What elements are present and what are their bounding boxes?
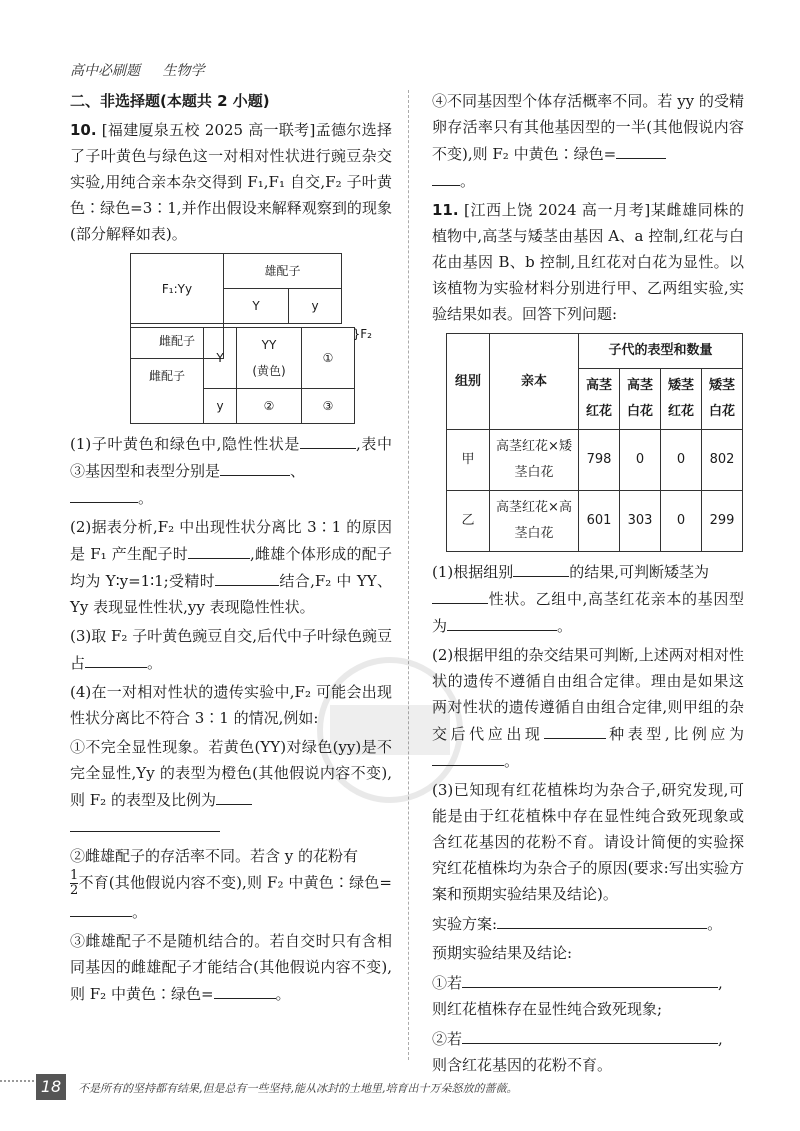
footer-motto: 不是所有的坚持都有结果,但是总有一些坚持,能从冰封的土地里,培育出十万朵怒放的蔷薇。 — [78, 1082, 518, 1095]
blank[interactable] — [497, 910, 707, 929]
punnett-male-header: 雄配子 — [224, 254, 342, 289]
right-column — [432, 88, 744, 1081]
punnett-row-Y: Y — [204, 328, 237, 389]
blank[interactable] — [300, 430, 356, 449]
subject-title: 生物学 — [162, 63, 205, 79]
th-col: 高茎白花 — [620, 369, 661, 430]
q11-source: [江西上饶 2024 高一月考] — [463, 201, 651, 219]
q10-part2: (2)据表分析,F₂ 中出现性状分离比 3∶1 的原因是 F₁ 产生配子时 ,雌雄个体形成的配子均为 Y∶y=1∶1;受精时 结合,F₂ 中 YY、Yy 表现显性性状,yy 表现隐性性状。 — [70, 518, 392, 616]
blank[interactable] — [215, 567, 279, 586]
blank[interactable] — [513, 558, 569, 577]
th-offspring: 子代的表型和数量 — [579, 334, 743, 369]
page-footer — [0, 1070, 800, 1110]
punnett-col-y: y — [289, 289, 342, 324]
q10-sub3: ③雌雄配子不是随机结合的。若自交时只有含相同基因的雌雄配子才能结合(其他假说内容不变),则 F₂ 中黄色∶绿色= 。 — [70, 932, 392, 1003]
blank[interactable] — [432, 167, 460, 186]
q11-part3: (3)已知现有红花植株均为杂合子,研究发现,可能是由于红花植株中存在显性纯合致死现象或含红花基因的花粉不育。请设计简便的实验探究红花植株均为杂合子的原因(要求:写出实验方案和预期实验结果及结论)。 — [432, 781, 744, 903]
th-col: 矮茎红花 — [661, 369, 702, 430]
data-table — [446, 333, 743, 552]
q11-result1: ①若 , 则红花植株存在显性纯合致死现象; — [432, 969, 744, 1022]
blank[interactable] — [70, 898, 132, 917]
f2-label: }F₂ — [352, 327, 372, 341]
blank[interactable] — [432, 585, 488, 604]
q11-intro-text: 某雌雄同株的植物中,高茎与矮茎由基因 A、a 控制,红花与白花由基因 B、b 控制,且红花对白花为显性。以该植物为实验材料分别进行甲、乙两组实验,实验结果如表。回答下列问题: — [432, 201, 744, 323]
q11-part1: (1)根据组别 的结果,可判断矮茎为 性状。乙组中,高茎红花亲本的基因型为 。 — [432, 558, 744, 639]
th-parent: 亲本 — [490, 334, 579, 430]
q11-plan: 实验方案: 。 — [432, 910, 744, 937]
blank[interactable] — [214, 980, 276, 999]
blank[interactable] — [616, 140, 666, 159]
th-col: 高茎红花 — [579, 369, 620, 430]
punnett-cell-2: ② — [237, 389, 302, 424]
q11-expect: 预期实验结果及结论: — [432, 944, 573, 962]
punnett-cell-1: ① — [302, 328, 355, 389]
punnett-corner: F₁:Yy — [131, 254, 224, 324]
blank[interactable] — [220, 457, 290, 476]
punnett-cell-3: ③ — [302, 389, 355, 424]
q10-intro — [70, 117, 392, 247]
page-number: 18 — [36, 1074, 66, 1100]
table-row: 乙 高茎红花×高茎白花 601 303 0 299 — [447, 491, 743, 552]
q10-sub4: ④不同基因型个体存活概率不同。若 yy 的受精卵存活率只有其他基因型的一半(其他假说内容不变),则 F₂ 中黄色∶绿色= 。 — [432, 92, 744, 190]
q10-number: 10. — [70, 121, 97, 139]
q10-part3: (3)取 F₂ 子叶黄色豌豆自交,后代中子叶绿色豌豆占 。 — [70, 627, 392, 672]
blank[interactable] — [447, 612, 557, 631]
q11-number: 11. — [432, 201, 459, 219]
section-title: 二、非选择题(本题共 2 小题) — [70, 92, 270, 110]
th-group: 组别 — [447, 334, 490, 430]
punnett-row-y: y — [204, 389, 237, 424]
punnett-table-wrap — [70, 253, 392, 424]
table-row: 甲 高茎红花×矮茎白花 798 0 0 802 — [447, 430, 743, 491]
blank[interactable] — [462, 969, 718, 988]
left-column — [70, 88, 392, 1010]
blank[interactable] — [462, 1025, 718, 1044]
punnett-female-label: 雌配子 — [131, 328, 204, 424]
q11-part2: (2)根据甲组的杂交结果可判断,上述两对相对性状的遗传不遵循自由组合定律。理由是如果这两对性状的遗传遵循自由组合定律,则甲组的杂交后代应出现 种表型,比例应为。 — [432, 646, 744, 770]
blank[interactable] — [85, 649, 147, 668]
blank[interactable] — [70, 484, 138, 503]
blank[interactable] — [216, 786, 252, 805]
q10-part1: (1)子叶黄色和绿色中,隐性性状是 ,表中③基因型和表型分别是 、 。 — [70, 430, 392, 511]
q10-source: [福建厦泉五校 2025 高一联考] — [101, 121, 316, 139]
q10-sub1: ①不完全显性现象。若黄色(YY)对绿色(yy)是不完全显性,Yy 的表型为橙色(其他假说内容不变),则 F₂ 的表型及比例为 — [70, 734, 392, 840]
q10-intro-text: 孟德尔选择了子叶黄色与绿色这一对相对性状进行豌豆杂交实验,用纯合亲本杂交得到 F₁,F₁ 自交,F₂ 子叶黄色∶绿色=3∶1,并作出假设来解释观察到的现象(部分解释如表)。 — [70, 121, 392, 243]
punnett-col-Y: Y — [224, 289, 289, 324]
blank[interactable] — [544, 720, 606, 739]
th-col: 矮茎白花 — [702, 369, 743, 430]
footer-dots — [0, 1080, 34, 1082]
q11-intro — [432, 197, 744, 327]
blank[interactable] — [432, 747, 504, 766]
book-title: 高中必刷题 — [70, 63, 140, 79]
column-divider — [408, 90, 409, 1060]
q10-sub2: ②雌雄配子的存活率不同。若含 y 的花粉有 $\frac{1}{2}$ 不育(其他假说内容不变),则 F₂ 中黄色∶绿色=。 — [70, 847, 392, 921]
q10-part4: (4)在一对相对性状的遗传实验中,F₂ 可能会出现性状分离比不符合 3∶1 的情况,例如: — [70, 683, 392, 727]
q11-result2: ②若 , 则含红花基因的花粉不育。 — [432, 1025, 744, 1078]
blank[interactable] — [188, 540, 250, 559]
page-header — [70, 60, 222, 80]
blank[interactable] — [70, 813, 220, 832]
punnett-cell-YY: YY (黄色) — [237, 328, 302, 389]
punnett-female-header: 雌配子 — [131, 324, 224, 359]
